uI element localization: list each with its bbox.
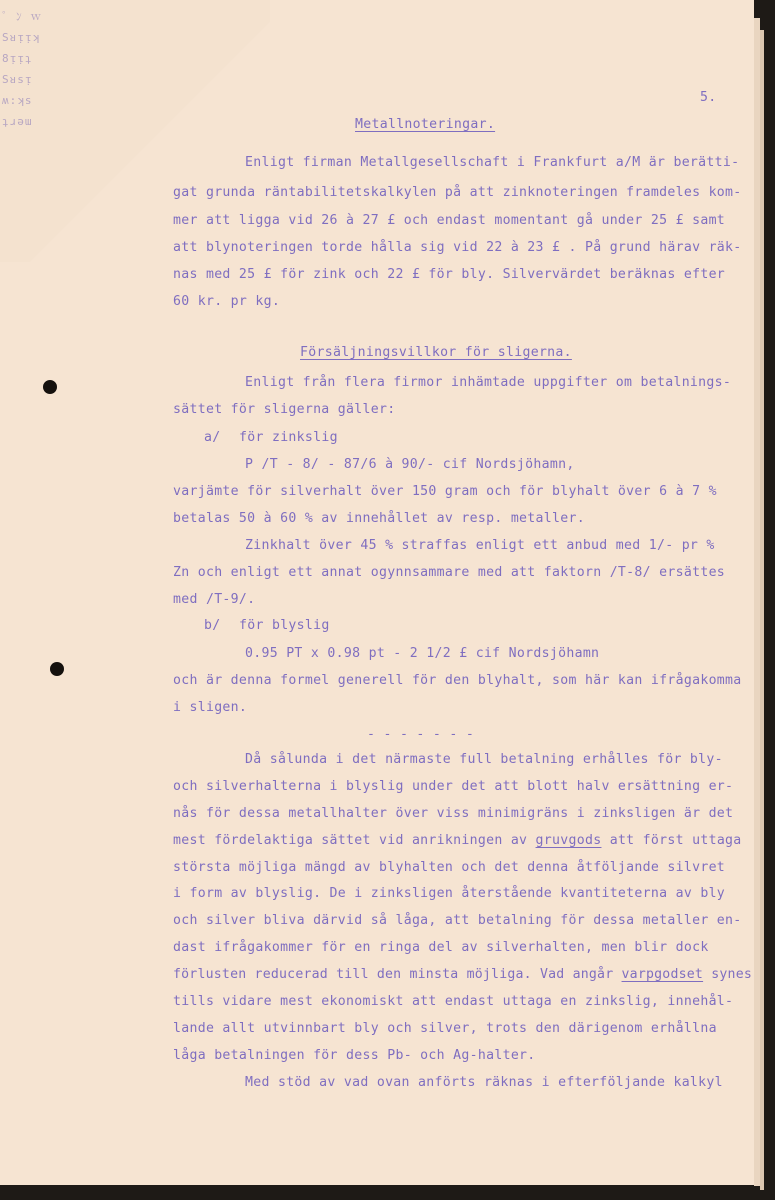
paragraph-line: Enligt från flera firmor inhämtade uppgifter om betalnings- bbox=[245, 375, 732, 390]
item-title-a: för zinkslig bbox=[239, 430, 338, 445]
paragraph-line: Zinkhalt över 45 % straffas enligt ett anbud med 1/- pr % bbox=[245, 538, 715, 553]
separator: - - - - - - - bbox=[367, 727, 475, 742]
item-label-b: b/ bbox=[204, 618, 221, 633]
paragraph-line: nas med 25 £ för zink och 22 £ för bly. Silvervärdet beräknas efter bbox=[173, 267, 726, 282]
item-label-a: a/ bbox=[204, 430, 221, 445]
paragraph-line: med /T-9/. bbox=[173, 592, 256, 607]
word-gruvgods: gruvgods bbox=[535, 833, 602, 848]
formula-zinkslig: P /T - 8/ - 87/6 à 90/- cif Nordsjöhamn, bbox=[245, 457, 575, 472]
item-title-b: för blyslig bbox=[239, 618, 330, 633]
paragraph-line: låga betalningen för dess Pb- och Ag-halter. bbox=[173, 1048, 536, 1063]
paragraph-line: Då sålunda i det närmaste full betalning erhålles för bly- bbox=[245, 752, 723, 767]
paragraph-line: dast ifrågakommer för en ringa del av silverhalten, men blir dock bbox=[173, 940, 709, 955]
paragraph-line: att blynoteringen torde hålla sig vid 22 à 23 £ . På grund härav räk- bbox=[173, 240, 742, 255]
paragraph-line: tills vidare mest ekonomiskt att endast uttaga en zinkslig, innehål- bbox=[173, 994, 734, 1009]
paragraph-line: förlusten reducerad till den minsta möjliga. Vad angår varpgodset synes bbox=[173, 967, 753, 982]
formula-blyslig: 0.95 PT x 0.98 pt - 2 1/2 £ cif Nordsjöhamn bbox=[245, 646, 600, 661]
paragraph-line: i form av blyslig. De i zinksligen återstående kvantiteterna av bly bbox=[173, 886, 726, 901]
word-varpgodset: varpgodset bbox=[621, 967, 704, 982]
paragraph-line: i sligen. bbox=[173, 700, 248, 715]
paragraph-line: 60 kr. pr kg. bbox=[173, 294, 281, 309]
paragraph-line: största möjliga mängd av blyhalten och det denna åtföljande silvret bbox=[173, 860, 726, 875]
paragraph-line: Med stöd av vad ovan anförts räknas i efterföljande kalkyl bbox=[245, 1075, 723, 1090]
back-sheet-edge-text: ﾟ ﾝ ｗ Sᴚᴉᴉʞ 8ᴉᴉʇ Sᴚsᴉ ʍ:ʞs ʇɹǝɯ bbox=[2, 10, 43, 128]
paragraph-line: och är denna formel generell för den blyhalt, som här kan ifrågakomma bbox=[173, 673, 742, 688]
heading-metallnoteringar: Metallnoteringar. bbox=[355, 117, 496, 132]
paragraph-line: Enligt firman Metallgesellschaft i Frankfurt a/M är berätti- bbox=[245, 155, 740, 170]
paragraph-line: sättet för sligerna gäller: bbox=[173, 402, 396, 417]
heading-forsaljningsvillkor: Försäljningsvillkor för sligerna. bbox=[300, 345, 572, 360]
paragraph-line: mer att ligga vid 26 à 27 £ och endast momentant gå under 25 £ samt bbox=[173, 213, 726, 228]
page-number: 5. bbox=[700, 90, 717, 105]
paragraph-line: nås för dessa metallhalter över viss minimigräns i zinksligen är det bbox=[173, 806, 734, 821]
paragraph-line: Zn och enligt ett annat ogynnsammare med att faktorn /T-8/ ersättes bbox=[173, 565, 726, 580]
paragraph-line: och silver bliva därvid så låga, att betalning för dessa metaller en- bbox=[173, 913, 742, 928]
paragraph-line: betalas 50 à 60 % av innehållet av resp. metaller. bbox=[173, 511, 585, 526]
paragraph-line: mest fördelaktiga sättet vid anrikningen av gruvgods att först uttaga bbox=[173, 833, 742, 848]
paragraph-line: varjämte för silverhalt över 150 gram och för blyhalt över 6 à 7 % bbox=[173, 484, 717, 499]
paragraph-line: gat grunda räntabilitetskalkylen på att zinknoteringen framdeles kom- bbox=[173, 185, 742, 200]
paragraph-line: och silverhalterna i blyslig under det att blott halv ersättning er- bbox=[173, 779, 734, 794]
paragraph-line: lande allt utvinnbart bly och silver, trots den därigenom erhållna bbox=[173, 1021, 717, 1036]
